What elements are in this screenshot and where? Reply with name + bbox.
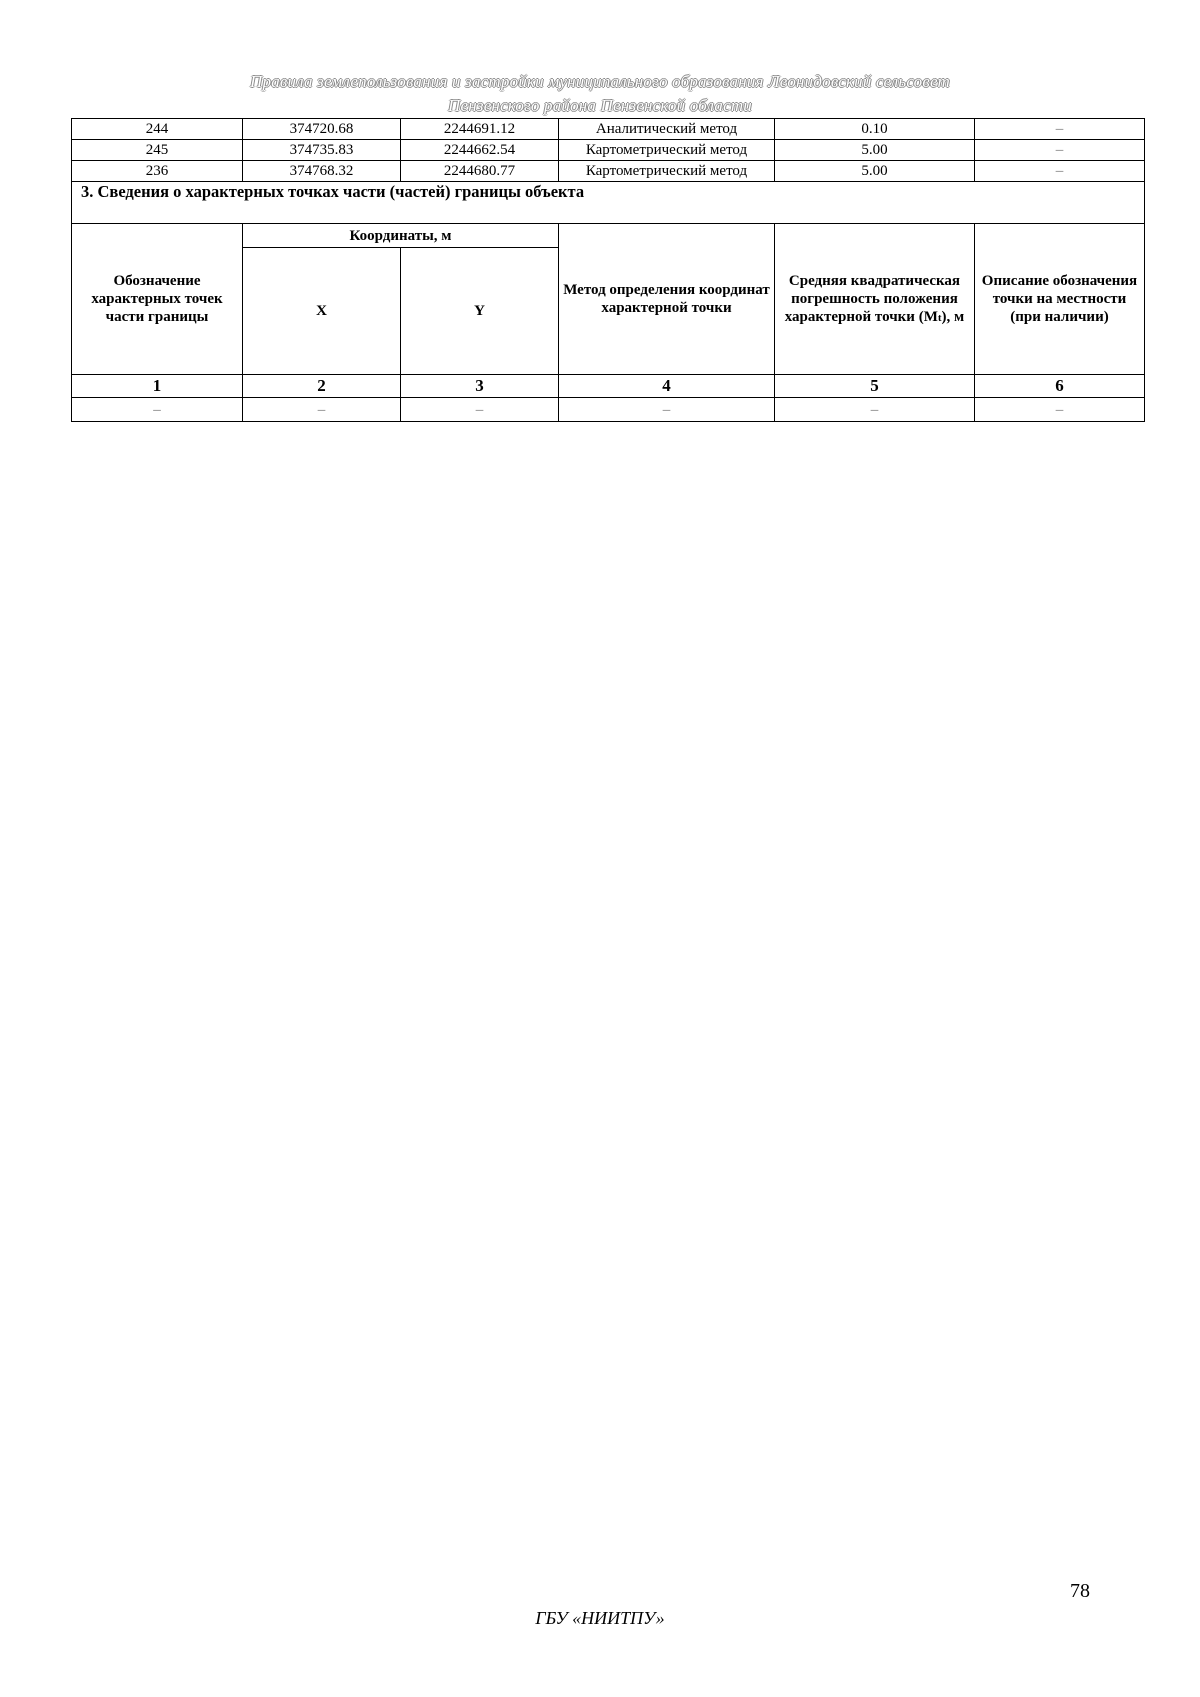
section-title: 3. Сведения о характерных точках части (частей) границы объекта — [72, 182, 1145, 224]
boundary-points-table — [71, 118, 1145, 422]
cell-desc: – — [975, 140, 1145, 161]
empty-cell: – — [72, 398, 243, 422]
cell-x: 374735.83 — [243, 140, 401, 161]
column-number: 5 — [775, 375, 975, 398]
cell-desc: – — [975, 161, 1145, 182]
empty-data-row — [72, 398, 1145, 422]
cell-method: Картометрический метод — [559, 140, 775, 161]
header-error-unit: ), м — [941, 308, 965, 325]
header-y: Y — [401, 248, 559, 375]
table-row — [72, 140, 1145, 161]
cell-y: 2244691.12 — [401, 119, 559, 140]
cell-error: 5.00 — [775, 140, 975, 161]
header-error-text: Средняя квадратическая погрешность положения характерной точки (M — [784, 272, 961, 325]
empty-cell: – — [559, 398, 775, 422]
empty-cell: – — [401, 398, 559, 422]
empty-cell: – — [775, 398, 975, 422]
column-number: 1 — [72, 375, 243, 398]
cell-point: 244 — [72, 119, 243, 140]
header-error-subscript: t — [937, 311, 942, 324]
cell-y: 2244662.54 — [401, 140, 559, 161]
section-title-row — [72, 182, 1145, 224]
cell-y: 2244680.77 — [401, 161, 559, 182]
header-error — [775, 224, 975, 375]
table-row — [72, 119, 1145, 140]
cell-point: 236 — [72, 161, 243, 182]
header-description: Описание обозначения точки на местности (при наличии) — [975, 224, 1145, 375]
cell-x: 374720.68 — [243, 119, 401, 140]
cell-point: 245 — [72, 140, 243, 161]
empty-cell: – — [975, 398, 1145, 422]
column-numbers-row — [72, 375, 1145, 398]
footer: ГБУ «НИИТПУ» — [535, 1608, 665, 1628]
running-header-line-1: Правила землепользования и застройки муниципального образования Леонидовский сельсовет — [250, 72, 950, 91]
column-number: 6 — [975, 375, 1145, 398]
cell-method: Картометрический метод — [559, 161, 775, 182]
column-number: 3 — [401, 375, 559, 398]
running-header-line-2: Пензенского района Пензенской области — [448, 96, 752, 115]
cell-desc: – — [975, 119, 1145, 140]
empty-cell: – — [243, 398, 401, 422]
header-point: Обозначение характерных точек части границы — [72, 224, 243, 375]
header-row-top — [72, 224, 1145, 248]
header-method: Метод определения координат характерной точки — [559, 224, 775, 375]
header-x: X — [243, 248, 401, 375]
cell-method: Аналитический метод — [559, 119, 775, 140]
column-number: 2 — [243, 375, 401, 398]
cell-error: 0.10 — [775, 119, 975, 140]
column-number: 4 — [559, 375, 775, 398]
table-row — [72, 161, 1145, 182]
page-number: 78 — [1070, 1580, 1090, 1602]
cell-error: 5.00 — [775, 161, 975, 182]
running-header — [0, 70, 1200, 118]
header-coordinates: Координаты, м — [243, 224, 559, 248]
cell-x: 374768.32 — [243, 161, 401, 182]
